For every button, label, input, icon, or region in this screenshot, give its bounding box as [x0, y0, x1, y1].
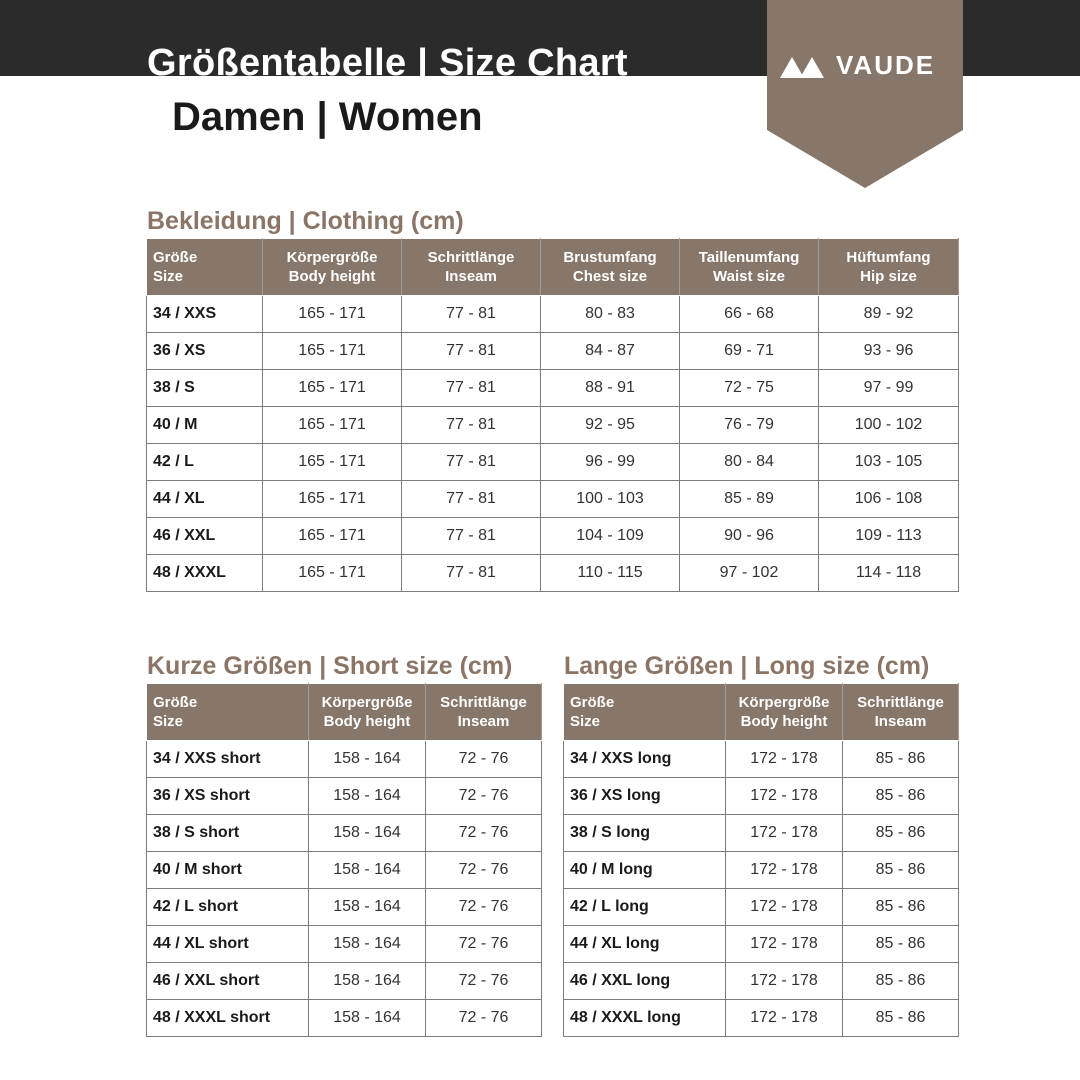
long-section-title: Lange Größen | Long size (cm) — [564, 652, 930, 680]
measure-cell: 77 - 81 — [402, 370, 541, 407]
header-label-de: Brustumfang — [563, 249, 657, 266]
size-cell: 34 / XXS short — [147, 741, 309, 778]
measure-cell: 96 - 99 — [541, 444, 680, 481]
measure-cell: 72 - 76 — [426, 1000, 542, 1037]
column-header — [680, 239, 819, 296]
table-row — [564, 926, 959, 963]
header-label-de: Taillenumfang — [698, 249, 800, 266]
table-row — [147, 333, 959, 370]
table-row — [564, 963, 959, 1000]
measure-cell: 172 - 178 — [726, 852, 843, 889]
size-cell: 44 / XL — [147, 481, 263, 518]
size-cell: 36 / XS long — [564, 778, 726, 815]
measure-cell: 77 - 81 — [402, 481, 541, 518]
measure-cell: 88 - 91 — [541, 370, 680, 407]
table-row — [147, 926, 542, 963]
measure-cell: 85 - 86 — [843, 741, 959, 778]
measure-cell: 72 - 76 — [426, 889, 542, 926]
measure-cell: 85 - 89 — [680, 481, 819, 518]
measure-cell: 76 - 79 — [680, 407, 819, 444]
measure-cell: 158 - 164 — [309, 1000, 426, 1037]
table-row — [564, 815, 959, 852]
table-row — [147, 852, 542, 889]
header-label-de: Größe — [153, 249, 198, 266]
size-cell: 42 / L long — [564, 889, 726, 926]
measure-cell: 165 - 171 — [263, 370, 402, 407]
measure-cell: 72 - 76 — [426, 778, 542, 815]
measure-cell: 172 - 178 — [726, 889, 843, 926]
measure-cell: 110 - 115 — [541, 555, 680, 592]
table-row — [147, 370, 959, 407]
size-cell: 48 / XXXL — [147, 555, 263, 592]
header-label-en: Body height — [740, 713, 828, 730]
measure-cell: 172 - 178 — [726, 1000, 843, 1037]
table-row — [564, 741, 959, 778]
size-cell: 42 / L short — [147, 889, 309, 926]
measure-cell: 104 - 109 — [541, 518, 680, 555]
measure-cell: 84 - 87 — [541, 333, 680, 370]
column-header — [309, 684, 426, 741]
measure-cell: 72 - 76 — [426, 852, 542, 889]
table-row — [147, 555, 959, 592]
measure-cell: 77 - 81 — [402, 444, 541, 481]
measure-cell: 85 - 86 — [843, 926, 959, 963]
header-label-en: Size — [153, 713, 184, 730]
short-size-table — [146, 683, 542, 1037]
brand-banner — [767, 0, 963, 188]
size-cell: 34 / XXS long — [564, 741, 726, 778]
measure-cell: 72 - 76 — [426, 815, 542, 852]
measure-cell: 85 - 86 — [843, 889, 959, 926]
header-label-en: Body height — [288, 268, 376, 285]
measure-cell: 165 - 171 — [263, 407, 402, 444]
measure-cell: 165 - 171 — [263, 555, 402, 592]
measure-cell: 90 - 96 — [680, 518, 819, 555]
measure-cell: 97 - 102 — [680, 555, 819, 592]
size-cell: 46 / XXL — [147, 518, 263, 555]
column-header — [147, 684, 309, 741]
measure-cell: 158 - 164 — [309, 852, 426, 889]
column-header — [564, 684, 726, 741]
measure-cell: 85 - 86 — [843, 852, 959, 889]
measure-cell: 69 - 71 — [680, 333, 819, 370]
header-label-de: Hüftumfang — [846, 249, 931, 266]
measure-cell: 158 - 164 — [309, 926, 426, 963]
table-row — [147, 518, 959, 555]
header-label-de: Größe — [153, 694, 198, 711]
size-cell: 38 / S long — [564, 815, 726, 852]
measure-cell: 172 - 178 — [726, 815, 843, 852]
measure-cell: 158 - 164 — [309, 778, 426, 815]
header-label-de: Schrittlänge — [427, 249, 515, 266]
size-cell: 36 / XS — [147, 333, 263, 370]
measure-cell: 165 - 171 — [263, 333, 402, 370]
measure-cell: 77 - 81 — [402, 333, 541, 370]
table-row — [147, 778, 542, 815]
short-section-title: Kurze Größen | Short size (cm) — [147, 652, 513, 680]
table-row — [147, 444, 959, 481]
size-cell: 48 / XXXL short — [147, 1000, 309, 1037]
table-row — [147, 1000, 542, 1037]
measure-cell: 72 - 76 — [426, 926, 542, 963]
measure-cell: 85 - 86 — [843, 963, 959, 1000]
header-label-en: Size — [153, 268, 184, 285]
measure-cell: 77 - 81 — [402, 407, 541, 444]
column-header — [263, 239, 402, 296]
measure-cell: 100 - 103 — [541, 481, 680, 518]
column-header — [726, 684, 843, 741]
header-label-en: Body height — [323, 713, 411, 730]
measure-cell: 172 - 178 — [726, 778, 843, 815]
size-cell: 38 / S short — [147, 815, 309, 852]
header-label-en: Waist size — [713, 268, 785, 285]
measure-cell: 109 - 113 — [819, 518, 959, 555]
header-label-de: Körpergröße — [286, 249, 378, 266]
measure-cell: 72 - 76 — [426, 741, 542, 778]
header-label-en: Inseam — [445, 268, 497, 285]
table-row — [564, 1000, 959, 1037]
page-title: Größentabelle | Size Chart — [147, 42, 628, 84]
measure-cell: 89 - 92 — [819, 296, 959, 333]
table-row — [147, 889, 542, 926]
measure-cell: 72 - 75 — [680, 370, 819, 407]
header-label-en: Inseam — [874, 713, 927, 730]
size-cell: 36 / XS short — [147, 778, 309, 815]
size-cell: 46 / XXL short — [147, 963, 309, 1000]
size-cell: 38 / S — [147, 370, 263, 407]
measure-cell: 165 - 171 — [263, 444, 402, 481]
measure-cell: 85 - 86 — [843, 815, 959, 852]
header-label-de: Körpergröße — [321, 694, 413, 711]
measure-cell: 77 - 81 — [402, 555, 541, 592]
measure-cell: 72 - 76 — [426, 963, 542, 1000]
table-row — [564, 889, 959, 926]
measure-cell: 85 - 86 — [843, 1000, 959, 1037]
column-header — [843, 684, 959, 741]
size-cell: 48 / XXXL long — [564, 1000, 726, 1037]
brand-logo: VAUDE — [836, 50, 936, 80]
measure-cell: 172 - 178 — [726, 963, 843, 1000]
size-cell: 40 / M short — [147, 852, 309, 889]
clothing-table — [146, 238, 959, 592]
measure-cell: 158 - 164 — [309, 889, 426, 926]
measure-cell: 93 - 96 — [819, 333, 959, 370]
size-cell: 42 / L — [147, 444, 263, 481]
header-label-en: Hip size — [860, 268, 917, 285]
measure-cell: 97 - 99 — [819, 370, 959, 407]
clothing-section-title: Bekleidung | Clothing (cm) — [147, 207, 464, 235]
measure-cell: 158 - 164 — [309, 963, 426, 1000]
measure-cell: 80 - 84 — [680, 444, 819, 481]
column-header — [426, 684, 542, 741]
size-cell: 44 / XL long — [564, 926, 726, 963]
column-header — [541, 239, 680, 296]
column-header — [147, 239, 263, 296]
measure-cell: 165 - 171 — [263, 296, 402, 333]
table-row — [147, 407, 959, 444]
measure-cell: 103 - 105 — [819, 444, 959, 481]
table-row — [147, 296, 959, 333]
column-header — [402, 239, 541, 296]
measure-cell: 158 - 164 — [309, 815, 426, 852]
header-label-de: Schrittlänge — [440, 694, 527, 711]
header-label-de: Körpergröße — [738, 694, 830, 711]
measure-cell: 172 - 178 — [726, 926, 843, 963]
measure-cell: 66 - 68 — [680, 296, 819, 333]
table-row — [147, 963, 542, 1000]
size-cell: 40 / M — [147, 407, 263, 444]
table-row — [147, 481, 959, 518]
table-row — [564, 852, 959, 889]
long-size-table — [563, 683, 959, 1037]
measure-cell: 165 - 171 — [263, 481, 402, 518]
column-header — [819, 239, 959, 296]
header-label-de: Größe — [570, 694, 615, 711]
measure-cell: 172 - 178 — [726, 741, 843, 778]
measure-cell: 80 - 83 — [541, 296, 680, 333]
table-row — [564, 778, 959, 815]
header-label-de: Schrittlänge — [857, 694, 944, 711]
table-row — [147, 741, 542, 778]
measure-cell: 165 - 171 — [263, 518, 402, 555]
measure-cell: 158 - 164 — [309, 741, 426, 778]
table-row — [147, 815, 542, 852]
header-label-en: Chest size — [572, 268, 648, 285]
size-cell: 44 / XL short — [147, 926, 309, 963]
measure-cell: 100 - 102 — [819, 407, 959, 444]
measure-cell: 114 - 118 — [819, 555, 959, 592]
page-subtitle: Damen | Women — [172, 95, 483, 139]
measure-cell: 92 - 95 — [541, 407, 680, 444]
measure-cell: 77 - 81 — [402, 296, 541, 333]
measure-cell: 85 - 86 — [843, 778, 959, 815]
size-cell: 40 / M long — [564, 852, 726, 889]
size-cell: 46 / XXL long — [564, 963, 726, 1000]
header-label-en: Size — [570, 713, 601, 730]
header-label-en: Inseam — [457, 713, 510, 730]
size-cell: 34 / XXS — [147, 296, 263, 333]
measure-cell: 77 - 81 — [402, 518, 541, 555]
measure-cell: 106 - 108 — [819, 481, 959, 518]
